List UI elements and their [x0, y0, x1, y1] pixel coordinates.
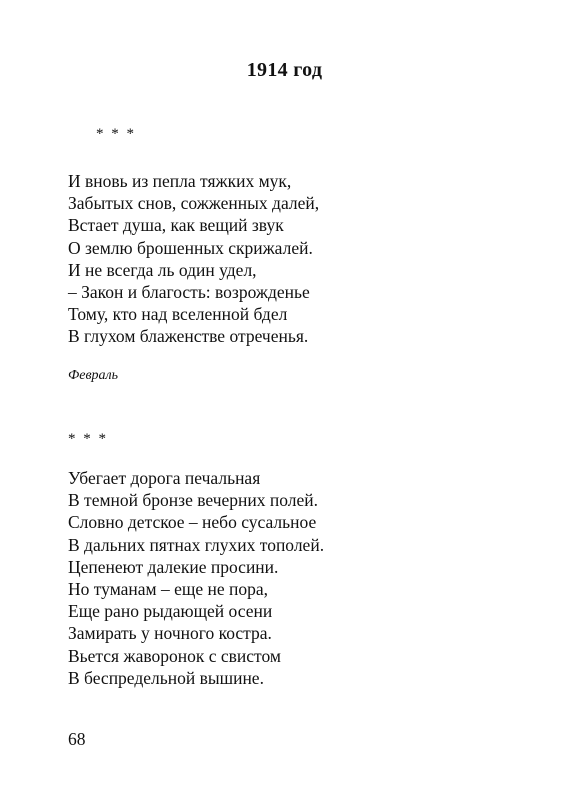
poem-line: Тому, кто над вселенной бдел: [68, 304, 288, 325]
poem-line: Цепенеют далекие просини.: [68, 556, 279, 577]
poem-line: Замирать у ночного костра.: [68, 623, 272, 644]
poem-2-stanza: [68, 467, 324, 689]
poem-line: И вновь из пепла тяжких мук,: [68, 171, 292, 191]
poem-line: Еще рано рыдающей осени: [68, 601, 273, 622]
page-title: 1914 год: [246, 59, 323, 81]
poem-line: О землю брошенных скрижалей.: [68, 237, 313, 258]
poem-line: В беспредельной вышине.: [68, 667, 264, 688]
poem-line: В дальних пятнах глухих тополей.: [68, 534, 325, 555]
poem-line: Встает душа, как вещий звук: [68, 215, 284, 236]
poem-1-stanza: [68, 170, 319, 348]
poem-line: Забытых снов, сожженных далей,: [68, 193, 320, 214]
poem-line: Убегает дорога печальная: [68, 468, 261, 488]
poem-line: В темной бронзе вечерних полей.: [68, 490, 319, 511]
poem-line: И не всегда ль один удел,: [68, 259, 257, 280]
poem-2-asterism: * * *: [68, 431, 108, 447]
poem-line: Но туманам – еще не пора,: [68, 579, 269, 600]
poem-1-date: Февраль: [68, 368, 119, 383]
poem-line: Вьется жаворонок с свистом: [68, 645, 281, 666]
poem-line: Словно детское – небо сусальное: [68, 512, 317, 533]
page-number: 68: [68, 729, 86, 749]
poem-line: В глухом блаженстве отреченья.: [68, 326, 309, 347]
poem-1-asterism: * * *: [96, 126, 136, 142]
poem-line: – Закон и благость: возрожденье: [68, 282, 310, 303]
